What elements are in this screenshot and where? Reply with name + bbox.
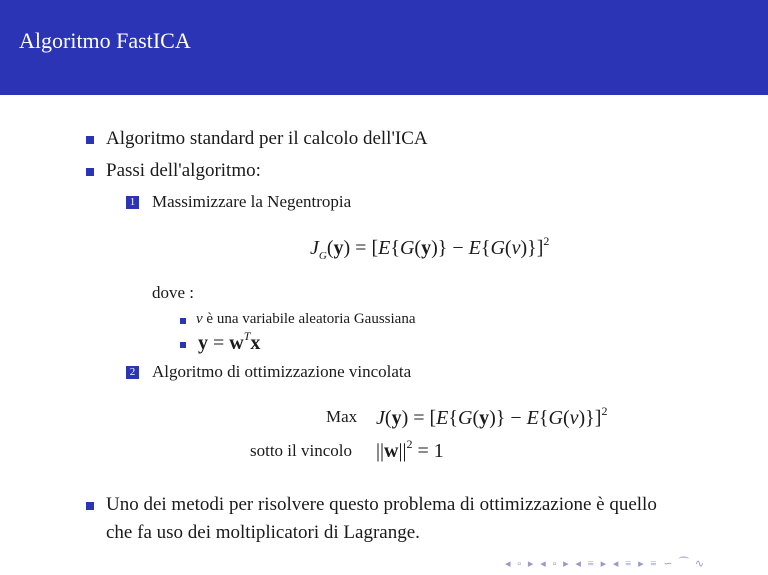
bullet-item-3-line-1: Uno dei metodi per risolvere questo problema di ottimizzazione è quello xyxy=(106,494,657,515)
navigation-controls[interactable]: ◂ ▫ ▸ ◂ ▫ ▸ ◂ ≡ ▸ ◂ ≡ ▸ ≡ ∽ ⁀ ∿ xyxy=(505,558,707,570)
step-number-2: 2 xyxy=(126,366,139,379)
variable-v: v xyxy=(196,311,203,327)
step-2-label: Algoritmo di ottimizzazione vincolata xyxy=(152,362,412,381)
max-label: Max xyxy=(326,407,358,426)
sub-item-gaussian-text: è una variabile aleatoria Gaussiana xyxy=(206,311,416,327)
dove-label: dove : xyxy=(152,283,195,302)
step-1-label: Massimizzare la Negentropia xyxy=(152,192,352,211)
bullet-icon xyxy=(86,502,94,510)
constraint-equation: $||w||^2 = 1$ xyxy=(376,437,444,462)
objective-equation: $J(y) = [E\{G(y)\} - E\{G(v)\}]^2$ xyxy=(376,404,608,429)
bullet-icon xyxy=(86,168,94,176)
negentropy-equation: $J_G(y) = [E\{G(y)\} - E\{G(v)\}]^2$ xyxy=(310,234,550,262)
bullet-item-2: Passi dell'algoritmo: xyxy=(106,160,261,181)
constraint-label: sotto il vincolo xyxy=(250,441,352,460)
sub-item-gaussian xyxy=(196,311,415,328)
projection-equation: $y = w^Tx$ xyxy=(198,329,261,354)
sub-bullet-icon xyxy=(180,318,186,324)
slide-title: Algoritmo FastICA xyxy=(19,28,191,53)
bullet-item-1: Algoritmo standard per il calcolo dell'ICA xyxy=(106,128,428,149)
slide-header xyxy=(0,0,768,95)
step-number-1: 1 xyxy=(126,196,139,209)
sub-bullet-icon xyxy=(180,342,186,348)
bullet-item-3-line-2: che fa uso dei moltiplicatori di Lagrange. xyxy=(106,522,420,543)
bullet-icon xyxy=(86,136,94,144)
